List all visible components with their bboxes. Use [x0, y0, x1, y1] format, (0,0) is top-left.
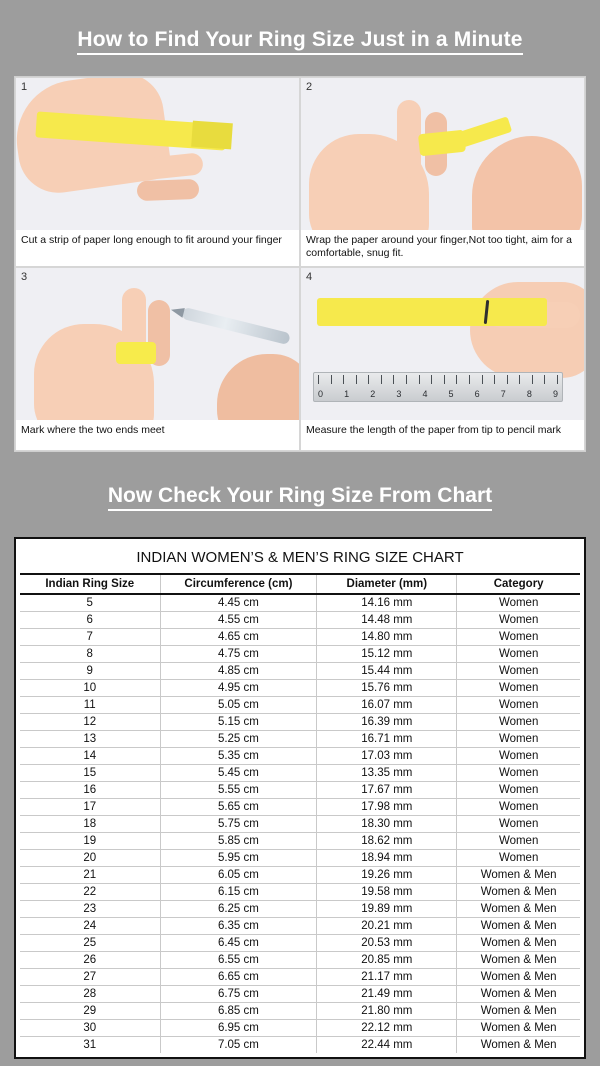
cell-circumference: 4.45 cm	[160, 594, 317, 612]
step-4-caption: Measure the length of the paper from tip to pencil mark	[306, 424, 562, 437]
cell-ring-size: 5	[20, 594, 160, 612]
table-row	[20, 969, 580, 986]
cell-category: Women & Men	[457, 867, 580, 884]
cell-circumference: 5.95 cm	[160, 850, 317, 867]
ruler-numbers	[316, 389, 560, 399]
cell-circumference: 6.35 cm	[160, 918, 317, 935]
table-row	[20, 782, 580, 799]
cell-category: Women	[457, 816, 580, 833]
column-header-circumference: Circumference (cm)	[160, 575, 317, 594]
cell-category: Women & Men	[457, 901, 580, 918]
cell-diameter: 14.48 mm	[317, 612, 457, 629]
cell-ring-size: 28	[20, 986, 160, 1003]
cell-ring-size: 13	[20, 731, 160, 748]
cell-circumference: 6.45 cm	[160, 935, 317, 952]
table-row	[20, 748, 580, 765]
cell-ring-size: 27	[20, 969, 160, 986]
cell-ring-size: 30	[20, 1020, 160, 1037]
cell-category: Women	[457, 765, 580, 782]
table-row	[20, 646, 580, 663]
table-row	[20, 850, 580, 867]
cell-ring-size: 14	[20, 748, 160, 765]
hand-icon	[472, 136, 582, 230]
cell-ring-size: 22	[20, 884, 160, 901]
chart-title: INDIAN WOMEN’S & MEN’S RING SIZE CHART	[20, 543, 580, 575]
cell-ring-size: 31	[83, 1039, 97, 1052]
cell-circumference: 6.95 cm	[160, 1020, 317, 1037]
cell-diameter: 14.16 mm	[317, 594, 457, 612]
ring-size-chart-table	[20, 543, 580, 1053]
cell-circumference: 6.25 cm	[160, 901, 317, 918]
cell-category: Women	[457, 714, 580, 731]
hand-icon	[470, 282, 584, 378]
cell-diameter: 21.49 mm	[317, 986, 457, 1003]
cell-diameter: 20.53 mm	[317, 935, 457, 952]
table-row	[20, 935, 580, 952]
table-row	[20, 884, 580, 901]
cell-category: Women	[457, 629, 580, 646]
ring-size-chart-container	[14, 537, 586, 1059]
cell-category: Women & Men	[457, 1020, 580, 1037]
table-row	[20, 867, 580, 884]
step-card-3	[15, 267, 300, 451]
cell-category: Women	[457, 799, 580, 816]
cell-diameter: 19.26 mm	[317, 867, 457, 884]
cell-category: Women	[457, 594, 580, 612]
ruler-number: 3	[396, 389, 402, 400]
cell-circumference: 4.75 cm	[160, 646, 317, 663]
chart-header-row	[20, 575, 580, 594]
cell-ring-size: 8	[20, 646, 160, 663]
column-header-diameter: Diameter (mm)	[317, 575, 457, 594]
cell-circumference: 6.05 cm	[160, 867, 317, 884]
cell-ring-size: 24	[20, 918, 160, 935]
cell-ring-size: 16	[20, 782, 160, 799]
cell-diameter: 18.30 mm	[317, 816, 457, 833]
step-number-3: 3	[21, 271, 28, 284]
step-card-4	[300, 267, 585, 451]
cell-diameter: 19.89 mm	[317, 901, 457, 918]
column-header-ring-size: Indian Ring Size	[20, 575, 160, 594]
paper-band-icon	[116, 342, 156, 364]
cell-category: Women	[457, 850, 580, 867]
cell-diameter: 19.58 mm	[317, 884, 457, 901]
cell-category: Women	[457, 833, 580, 850]
table-row	[20, 1003, 580, 1020]
table-row	[20, 731, 580, 748]
table-row	[20, 833, 580, 850]
cell-category: Women & Men	[457, 986, 580, 1003]
cell-diameter: 15.12 mm	[317, 646, 457, 663]
step-card-1	[15, 77, 300, 267]
cell-diameter: 21.80 mm	[317, 1003, 457, 1020]
table-row	[20, 714, 580, 731]
cell-category: Women	[457, 782, 580, 799]
cell-circumference: 6.15 cm	[160, 884, 317, 901]
cell-diameter: 18.94 mm	[317, 850, 457, 867]
cell-category: Women & Men	[457, 952, 580, 969]
cell-ring-size: 7	[20, 629, 160, 646]
ruler-number: 8	[526, 389, 532, 400]
cell-ring-size: 26	[20, 952, 160, 969]
cell-ring-size: 11	[20, 697, 160, 714]
cell-ring-size: 18	[20, 816, 160, 833]
steps-grid	[14, 76, 586, 452]
cell-ring-size: 29	[20, 1003, 160, 1020]
cell-circumference: 4.95 cm	[160, 680, 317, 697]
cell-diameter: 20.85 mm	[317, 952, 457, 969]
table-row	[20, 629, 580, 646]
cell-diameter: 17.98 mm	[317, 799, 457, 816]
cell-diameter: 22.12 mm	[317, 1020, 457, 1037]
cell-diameter: 15.76 mm	[317, 680, 457, 697]
cell-circumference: 5.55 cm	[160, 782, 317, 799]
cell-category: Women	[457, 612, 580, 629]
cell-circumference: 5.05 cm	[160, 697, 317, 714]
step-4-illustration	[301, 268, 584, 420]
ruler-number: 7	[500, 389, 506, 400]
table-row	[20, 1020, 580, 1037]
step-2-caption: Wrap the paper around your finger,Not too tight, aim for a comfortable, snug fit.	[306, 234, 572, 260]
table-row	[20, 799, 580, 816]
table-row	[20, 986, 580, 1003]
pen-tip-icon	[170, 305, 185, 318]
cell-ring-size: 9	[20, 663, 160, 680]
chart-body	[20, 594, 580, 1053]
cell-diameter: 14.80 mm	[317, 629, 457, 646]
cell-category: Women	[457, 646, 580, 663]
cell-diameter: 17.03 mm	[317, 748, 457, 765]
step-number-2: 2	[306, 81, 313, 94]
table-row	[20, 952, 580, 969]
cell-ring-size: 23	[20, 901, 160, 918]
cell-circumference: 6.85 cm	[160, 1003, 317, 1020]
cell-category: Women & Men	[457, 935, 580, 952]
table-row	[20, 765, 580, 782]
cell-ring-size: 17	[20, 799, 160, 816]
step-number-4: 4	[306, 271, 313, 284]
cell-category: Women & Men	[457, 969, 580, 986]
cell-ring-size: 6	[20, 612, 160, 629]
step-1-caption: Cut a strip of paper long enough to fit around your finger	[21, 234, 282, 247]
cell-diameter: 13.35 mm	[317, 765, 457, 782]
table-row	[20, 901, 580, 918]
table-row	[20, 918, 580, 935]
cell-category: Women & Men	[457, 884, 580, 901]
cell-circumference: 5.15 cm	[160, 714, 317, 731]
cell-circumference: 4.85 cm	[160, 663, 317, 680]
cell-diameter: 20.21 mm	[317, 918, 457, 935]
cell-ring-size: 10	[20, 680, 160, 697]
page-title-text: How to Find Your Ring Size Just in a Minute	[77, 28, 522, 55]
cell-diameter: 16.39 mm	[317, 714, 457, 731]
cell-category: Women	[457, 731, 580, 748]
cell-diameter: 17.67 mm	[317, 782, 457, 799]
cell-category: Women & Men	[457, 918, 580, 935]
section-title-chart	[0, 470, 600, 520]
step-card-2	[300, 77, 585, 267]
section-title-chart-text: Now Check Your Ring Size From Chart	[108, 484, 492, 511]
ruler-number: 1	[344, 389, 350, 400]
cell-ring-size: 12	[20, 714, 160, 731]
pen-icon	[181, 307, 291, 345]
cell-circumference: 4.65 cm	[160, 629, 317, 646]
cell-circumference: 5.85 cm	[160, 833, 317, 850]
table-row	[20, 680, 580, 697]
cell-ring-size: 21	[20, 867, 160, 884]
cell-circumference: 6.65 cm	[160, 969, 317, 986]
paper-strip-shadow-icon	[191, 121, 233, 150]
table-row	[20, 663, 580, 680]
cell-category: Women	[457, 663, 580, 680]
cell-circumference: 5.75 cm	[160, 816, 317, 833]
table-row	[20, 697, 580, 714]
ruler-number: 6	[474, 389, 480, 400]
hand-icon	[217, 354, 299, 420]
step-2-illustration	[301, 78, 584, 230]
step-3-caption: Mark where the two ends meet	[21, 424, 165, 437]
cell-circumference: 7.05 cm	[160, 1037, 317, 1054]
step-3-illustration	[16, 268, 299, 420]
cell-ring-size: 19	[20, 833, 160, 850]
finger-icon	[137, 179, 200, 201]
cell-circumference: 6.55 cm	[160, 952, 317, 969]
cell-ring-size: 25	[20, 935, 160, 952]
cell-category: Women & Men	[457, 1003, 580, 1020]
step-1-illustration	[16, 78, 299, 230]
step-number-1: 1	[21, 81, 28, 94]
cell-diameter: 22.44 mm	[317, 1037, 457, 1054]
cell-circumference: 6.75 cm	[160, 986, 317, 1003]
cell-diameter: 16.71 mm	[317, 731, 457, 748]
cell-category: Women	[457, 748, 580, 765]
ruler-ticks	[318, 375, 558, 385]
table-row	[20, 594, 580, 612]
column-header-category: Category	[457, 575, 580, 594]
cell-category: Women	[457, 680, 580, 697]
table-row	[20, 1037, 580, 1054]
ruler-icon	[313, 372, 563, 402]
cell-circumference: 4.55 cm	[160, 612, 317, 629]
ruler-number: 2	[370, 389, 376, 400]
ruler-number: 9	[552, 389, 558, 400]
chart-header	[20, 575, 580, 594]
page-title	[0, 14, 600, 62]
cell-ring-size: 20	[20, 850, 160, 867]
ruler-number: 4	[422, 389, 428, 400]
cell-diameter: 21.17 mm	[317, 969, 457, 986]
finger-icon	[397, 100, 421, 178]
ruler-number: 5	[448, 389, 454, 400]
paper-strip-icon	[317, 298, 547, 326]
cell-ring-size: 15	[20, 765, 160, 782]
cell-diameter: 18.62 mm	[317, 833, 457, 850]
cell-category: Women & Men	[457, 1037, 580, 1054]
cell-category: Women	[457, 697, 580, 714]
cell-diameter: 16.07 mm	[317, 697, 457, 714]
cell-circumference: 5.45 cm	[160, 765, 317, 782]
table-row	[20, 816, 580, 833]
cell-circumference: 5.25 cm	[160, 731, 317, 748]
cell-circumference: 5.65 cm	[160, 799, 317, 816]
table-row	[20, 612, 580, 629]
cell-circumference: 5.35 cm	[160, 748, 317, 765]
ruler-number: 0	[318, 389, 324, 400]
cell-diameter: 15.44 mm	[317, 663, 457, 680]
